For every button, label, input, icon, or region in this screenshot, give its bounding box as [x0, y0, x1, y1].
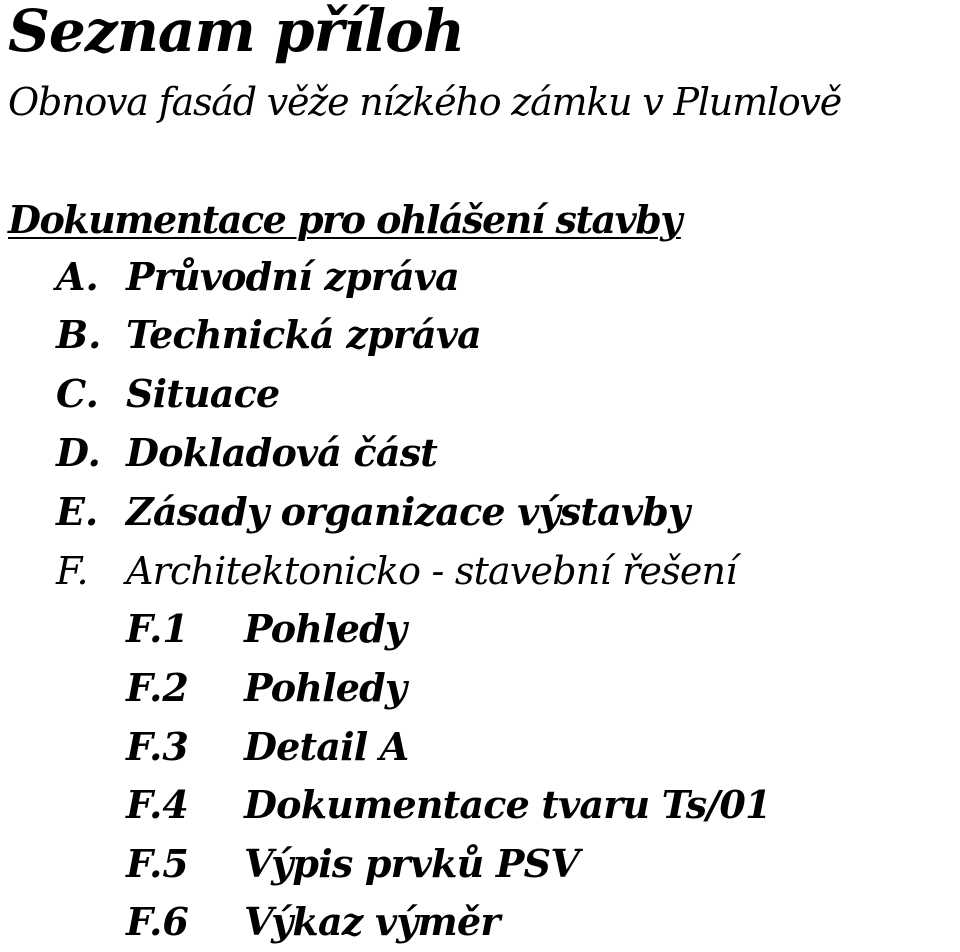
list-item-key: D. [56, 430, 101, 475]
list-item-text: Technická zpráva [126, 312, 481, 357]
sub-item-key: F.4 [126, 782, 189, 827]
list-item-key: A. [56, 254, 99, 299]
page-title: Seznam příloh [8, 0, 465, 65]
sub-item-text: Detail A [244, 724, 409, 769]
list-item-key: F. [56, 549, 89, 593]
list-item-text: Architektonicko - stavební řešení [126, 549, 737, 593]
sub-item-text: Pohledy [244, 665, 407, 710]
sub-item-key: F.5 [126, 841, 189, 886]
sub-item-text: Výkaz výměr [244, 899, 500, 944]
sub-item-text: Výpis prvků PSV [244, 841, 580, 886]
sub-item-text: Dokumentace tvaru Ts/01 [244, 782, 771, 827]
list-item-text: Situace [126, 371, 280, 416]
section-heading: Dokumentace pro ohlášení stavby [8, 197, 681, 242]
sub-item-key: F.3 [126, 724, 189, 769]
sub-item-key: F.6 [126, 899, 189, 944]
list-item-key: E. [56, 489, 99, 534]
page-subtitle: Obnova fasád věže nízkého zámku v Plumlově [8, 80, 842, 124]
sub-item-key: F.2 [126, 665, 189, 710]
list-item-text: Zásady organizace výstavby [126, 489, 690, 534]
list-item-text: Dokladová část [126, 430, 438, 475]
list-item-key: B. [56, 312, 102, 357]
list-item-key: C. [56, 371, 99, 416]
sub-item-key: F.1 [126, 606, 189, 651]
sub-item-text: Pohledy [244, 606, 407, 651]
list-item-text: Průvodní zpráva [126, 254, 460, 299]
